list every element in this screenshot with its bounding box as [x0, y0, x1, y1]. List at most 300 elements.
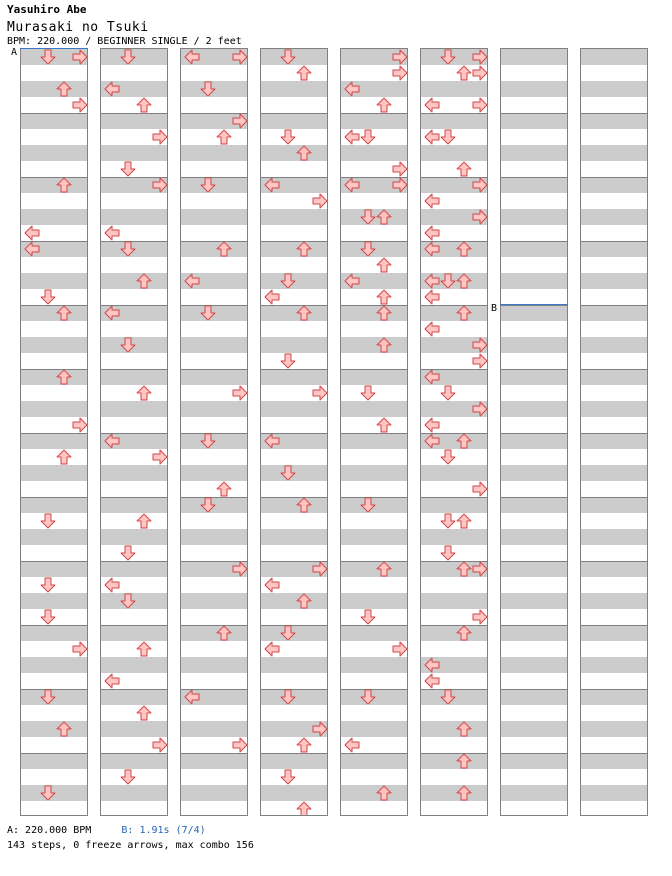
- up-arrow-icon: [56, 449, 72, 465]
- measure-line: [501, 625, 567, 626]
- beat-band: [101, 785, 167, 801]
- down-arrow-icon: [280, 353, 296, 369]
- down-arrow-icon: [280, 465, 296, 481]
- left-arrow-icon: [424, 289, 440, 305]
- beat-band: [261, 529, 327, 545]
- right-arrow-icon: [312, 721, 328, 737]
- right-arrow-icon: [232, 113, 248, 129]
- beat-band: [21, 401, 87, 417]
- up-arrow-icon: [296, 801, 312, 816]
- beat-band: [581, 561, 647, 577]
- beat-band: [101, 721, 167, 737]
- beat-band: [581, 465, 647, 481]
- left-arrow-icon: [264, 577, 280, 593]
- beat-band: [421, 305, 487, 321]
- beat-band: [181, 241, 247, 257]
- beat-band: [341, 753, 407, 769]
- down-arrow-icon: [200, 305, 216, 321]
- measure-line: [421, 625, 487, 626]
- beat-band: [501, 113, 567, 129]
- left-arrow-icon: [424, 241, 440, 257]
- measure-line: [501, 305, 567, 306]
- up-arrow-icon: [296, 737, 312, 753]
- right-arrow-icon: [472, 561, 488, 577]
- measure-line: [581, 113, 647, 114]
- measure-line: [261, 241, 327, 242]
- up-arrow-icon: [296, 305, 312, 321]
- beat-band: [101, 209, 167, 225]
- right-arrow-icon: [312, 193, 328, 209]
- beat-band: [581, 433, 647, 449]
- beat-band: [21, 593, 87, 609]
- beat-band: [581, 753, 647, 769]
- left-arrow-icon: [424, 129, 440, 145]
- measure-line: [501, 177, 567, 178]
- beat-band: [581, 145, 647, 161]
- up-arrow-icon: [456, 433, 472, 449]
- measure-line: [581, 369, 647, 370]
- up-arrow-icon: [456, 753, 472, 769]
- beat-band: [421, 81, 487, 97]
- measure-line: [501, 753, 567, 754]
- measure-line: [101, 625, 167, 626]
- down-arrow-icon: [120, 161, 136, 177]
- measure-line: [101, 497, 167, 498]
- measure-line: [501, 113, 567, 114]
- chart-column-6: [420, 48, 488, 816]
- beat-band: [101, 497, 167, 513]
- measure-line: [181, 369, 247, 370]
- left-arrow-icon: [424, 673, 440, 689]
- beat-band: [341, 465, 407, 481]
- right-arrow-icon: [152, 177, 168, 193]
- down-arrow-icon: [40, 785, 56, 801]
- beat-band: [581, 273, 647, 289]
- beat-band: [581, 81, 647, 97]
- left-arrow-icon: [104, 225, 120, 241]
- down-arrow-icon: [120, 241, 136, 257]
- up-arrow-icon: [216, 625, 232, 641]
- beat-band: [21, 433, 87, 449]
- down-arrow-icon: [40, 609, 56, 625]
- down-arrow-icon: [40, 49, 56, 65]
- beat-band: [21, 305, 87, 321]
- beat-band: [101, 401, 167, 417]
- down-arrow-icon: [360, 497, 376, 513]
- left-arrow-icon: [264, 433, 280, 449]
- beat-band: [101, 273, 167, 289]
- measure-line: [21, 625, 87, 626]
- measure-line: [261, 305, 327, 306]
- beat-band: [421, 753, 487, 769]
- beat-band: [421, 785, 487, 801]
- down-arrow-icon: [360, 129, 376, 145]
- down-arrow-icon: [360, 209, 376, 225]
- beat-band: [101, 113, 167, 129]
- right-arrow-icon: [152, 129, 168, 145]
- beat-band: [21, 145, 87, 161]
- measure-line: [21, 433, 87, 434]
- beat-band: [341, 145, 407, 161]
- down-arrow-icon: [280, 129, 296, 145]
- beat-band: [181, 401, 247, 417]
- right-arrow-icon: [472, 65, 488, 81]
- beat-band: [341, 561, 407, 577]
- chart-column-8: [580, 48, 648, 816]
- right-arrow-icon: [472, 609, 488, 625]
- beat-band: [261, 369, 327, 385]
- up-arrow-icon: [376, 337, 392, 353]
- beat-band: [21, 753, 87, 769]
- up-arrow-icon: [456, 273, 472, 289]
- beat-band: [181, 529, 247, 545]
- right-arrow-icon: [392, 641, 408, 657]
- beat-band: [501, 561, 567, 577]
- right-arrow-icon: [472, 337, 488, 353]
- down-arrow-icon: [360, 385, 376, 401]
- chart-column-7: [500, 48, 568, 816]
- chart-meta: BPM: 220.000 / BEGINNER SINGLE / 2 feet: [7, 36, 242, 47]
- beat-band: [261, 785, 327, 801]
- beat-band: [581, 625, 647, 641]
- bpm-marker-line: [20, 48, 88, 49]
- beat-band: [261, 113, 327, 129]
- right-arrow-icon: [72, 641, 88, 657]
- beat-band: [101, 689, 167, 705]
- measure-line: [181, 753, 247, 754]
- up-arrow-icon: [376, 561, 392, 577]
- left-arrow-icon: [184, 689, 200, 705]
- down-arrow-icon: [40, 289, 56, 305]
- beat-band: [341, 785, 407, 801]
- up-arrow-icon: [376, 257, 392, 273]
- beat-band: [341, 625, 407, 641]
- beat-band: [341, 657, 407, 673]
- beat-band: [581, 337, 647, 353]
- beat-band: [261, 305, 327, 321]
- measure-line: [341, 113, 407, 114]
- up-arrow-icon: [56, 305, 72, 321]
- up-arrow-icon: [56, 369, 72, 385]
- beat-band: [501, 465, 567, 481]
- bpm-marker-line: [500, 304, 568, 305]
- down-arrow-icon: [40, 513, 56, 529]
- measure-line: [21, 561, 87, 562]
- down-arrow-icon: [40, 689, 56, 705]
- right-arrow-icon: [472, 401, 488, 417]
- beat-band: [581, 241, 647, 257]
- down-arrow-icon: [280, 689, 296, 705]
- beat-band: [501, 625, 567, 641]
- beat-band: [181, 625, 247, 641]
- beat-band: [181, 785, 247, 801]
- right-arrow-icon: [232, 49, 248, 65]
- measure-line: [341, 561, 407, 562]
- left-arrow-icon: [104, 433, 120, 449]
- chart-column-5: [340, 48, 408, 816]
- left-arrow-icon: [424, 369, 440, 385]
- beat-band: [181, 657, 247, 673]
- measure-line: [261, 369, 327, 370]
- left-arrow-icon: [424, 657, 440, 673]
- left-arrow-icon: [344, 273, 360, 289]
- right-arrow-icon: [472, 97, 488, 113]
- chart-column-1: [20, 48, 88, 816]
- measure-line: [101, 689, 167, 690]
- beat-band: [581, 497, 647, 513]
- beat-band: [21, 337, 87, 353]
- beat-band: [501, 497, 567, 513]
- bpm-marker-label: B: [491, 303, 498, 314]
- down-arrow-icon: [440, 49, 456, 65]
- beat-band: [341, 305, 407, 321]
- down-arrow-icon: [280, 769, 296, 785]
- measure-line: [261, 497, 327, 498]
- beat-band: [101, 753, 167, 769]
- down-arrow-icon: [440, 273, 456, 289]
- right-arrow-icon: [392, 161, 408, 177]
- up-arrow-icon: [456, 513, 472, 529]
- beat-band: [421, 721, 487, 737]
- beat-band: [501, 689, 567, 705]
- beat-band: [261, 81, 327, 97]
- bpm-a-label: A: 220.000 BPM: [7, 825, 92, 836]
- beat-band: [581, 113, 647, 129]
- right-arrow-icon: [232, 737, 248, 753]
- beat-band: [261, 593, 327, 609]
- chart-column-2: [100, 48, 168, 816]
- up-arrow-icon: [376, 97, 392, 113]
- up-arrow-icon: [136, 513, 152, 529]
- measure-line: [501, 689, 567, 690]
- measure-line: [101, 369, 167, 370]
- beat-band: [21, 721, 87, 737]
- left-arrow-icon: [424, 273, 440, 289]
- left-arrow-icon: [344, 737, 360, 753]
- up-arrow-icon: [136, 705, 152, 721]
- beat-band: [261, 337, 327, 353]
- right-arrow-icon: [312, 561, 328, 577]
- beat-band: [581, 785, 647, 801]
- beat-band: [501, 401, 567, 417]
- beat-band: [581, 177, 647, 193]
- beat-band: [261, 401, 327, 417]
- left-arrow-icon: [424, 417, 440, 433]
- up-arrow-icon: [456, 625, 472, 641]
- up-arrow-icon: [456, 785, 472, 801]
- down-arrow-icon: [280, 273, 296, 289]
- beat-band: [501, 305, 567, 321]
- measure-line: [21, 369, 87, 370]
- beat-band: [181, 465, 247, 481]
- left-arrow-icon: [104, 81, 120, 97]
- beat-band: [21, 177, 87, 193]
- up-arrow-icon: [296, 241, 312, 257]
- up-arrow-icon: [456, 65, 472, 81]
- right-arrow-icon: [152, 737, 168, 753]
- beat-band: [501, 177, 567, 193]
- beat-band: [501, 241, 567, 257]
- down-arrow-icon: [280, 49, 296, 65]
- down-arrow-icon: [40, 577, 56, 593]
- up-arrow-icon: [376, 305, 392, 321]
- bpm-legend: [7, 825, 206, 836]
- beat-band: [21, 529, 87, 545]
- beat-band: [421, 593, 487, 609]
- left-arrow-icon: [424, 193, 440, 209]
- left-arrow-icon: [424, 225, 440, 241]
- measure-line: [581, 497, 647, 498]
- left-arrow-icon: [264, 289, 280, 305]
- measure-line: [501, 561, 567, 562]
- beat-band: [341, 113, 407, 129]
- beat-band: [181, 753, 247, 769]
- measure-line: [21, 497, 87, 498]
- measure-line: [421, 113, 487, 114]
- up-arrow-icon: [456, 161, 472, 177]
- beat-band: [21, 369, 87, 385]
- beat-band: [421, 497, 487, 513]
- beat-band: [501, 81, 567, 97]
- measure-line: [21, 305, 87, 306]
- beat-band: [21, 273, 87, 289]
- measure-line: [101, 753, 167, 754]
- beat-band: [501, 209, 567, 225]
- down-arrow-icon: [440, 129, 456, 145]
- beat-band: [501, 433, 567, 449]
- beat-band: [581, 401, 647, 417]
- right-arrow-icon: [472, 209, 488, 225]
- measure-line: [21, 113, 87, 114]
- left-arrow-icon: [424, 433, 440, 449]
- up-arrow-icon: [456, 241, 472, 257]
- measure-line: [341, 753, 407, 754]
- left-arrow-icon: [104, 305, 120, 321]
- beat-band: [21, 81, 87, 97]
- beat-band: [341, 593, 407, 609]
- artist-name: Yasuhiro Abe: [7, 3, 87, 16]
- right-arrow-icon: [312, 385, 328, 401]
- measure-line: [581, 689, 647, 690]
- beat-band: [501, 785, 567, 801]
- beat-band: [261, 497, 327, 513]
- measure-line: [21, 177, 87, 178]
- right-arrow-icon: [472, 353, 488, 369]
- measure-line: [341, 369, 407, 370]
- chart-column-4: [260, 48, 328, 816]
- beat-band: [421, 145, 487, 161]
- left-arrow-icon: [24, 225, 40, 241]
- up-arrow-icon: [296, 497, 312, 513]
- down-arrow-icon: [200, 497, 216, 513]
- left-arrow-icon: [104, 577, 120, 593]
- beat-band: [341, 401, 407, 417]
- beat-band: [21, 465, 87, 481]
- measure-line: [421, 753, 487, 754]
- beat-band: [101, 529, 167, 545]
- beat-band: [341, 433, 407, 449]
- beat-band: [501, 49, 567, 65]
- measure-line: [581, 177, 647, 178]
- beat-band: [581, 689, 647, 705]
- left-arrow-icon: [264, 177, 280, 193]
- bpm-marker-label: A: [11, 47, 18, 58]
- up-arrow-icon: [296, 593, 312, 609]
- beat-band: [581, 721, 647, 737]
- left-arrow-icon: [184, 49, 200, 65]
- measure-line: [501, 497, 567, 498]
- measure-line: [501, 241, 567, 242]
- left-arrow-icon: [104, 673, 120, 689]
- beat-band: [501, 593, 567, 609]
- right-arrow-icon: [72, 49, 88, 65]
- up-arrow-icon: [376, 785, 392, 801]
- beat-band: [501, 753, 567, 769]
- chart-stats: 143 steps, 0 freeze arrows, max combo 156: [7, 840, 254, 851]
- beat-band: [341, 529, 407, 545]
- beat-band: [101, 561, 167, 577]
- measure-line: [581, 561, 647, 562]
- up-arrow-icon: [456, 305, 472, 321]
- beat-band: [21, 209, 87, 225]
- beat-band: [261, 209, 327, 225]
- beat-band: [181, 337, 247, 353]
- right-arrow-icon: [392, 177, 408, 193]
- bpm-b-label: B: 1.91s (7/4): [121, 825, 206, 836]
- right-arrow-icon: [392, 65, 408, 81]
- up-arrow-icon: [136, 273, 152, 289]
- beat-band: [261, 241, 327, 257]
- measure-line: [581, 241, 647, 242]
- down-arrow-icon: [280, 625, 296, 641]
- beat-band: [581, 657, 647, 673]
- measure-line: [21, 753, 87, 754]
- up-arrow-icon: [216, 481, 232, 497]
- down-arrow-icon: [120, 337, 136, 353]
- beat-band: [21, 113, 87, 129]
- down-arrow-icon: [200, 177, 216, 193]
- beat-band: [21, 497, 87, 513]
- left-arrow-icon: [24, 241, 40, 257]
- down-arrow-icon: [440, 545, 456, 561]
- beat-band: [101, 145, 167, 161]
- beat-band: [181, 369, 247, 385]
- beat-band: [181, 593, 247, 609]
- up-arrow-icon: [136, 641, 152, 657]
- beat-band: [501, 657, 567, 673]
- measure-line: [261, 113, 327, 114]
- up-arrow-icon: [376, 209, 392, 225]
- beat-band: [581, 369, 647, 385]
- left-arrow-icon: [344, 177, 360, 193]
- right-arrow-icon: [392, 49, 408, 65]
- down-arrow-icon: [120, 545, 136, 561]
- left-arrow-icon: [344, 81, 360, 97]
- measure-line: [421, 305, 487, 306]
- beat-band: [261, 145, 327, 161]
- measure-line: [501, 433, 567, 434]
- beat-band: [501, 337, 567, 353]
- measure-line: [581, 625, 647, 626]
- beat-band: [101, 465, 167, 481]
- beat-band: [21, 625, 87, 641]
- up-arrow-icon: [296, 145, 312, 161]
- down-arrow-icon: [440, 689, 456, 705]
- measure-line: [421, 497, 487, 498]
- up-arrow-icon: [216, 241, 232, 257]
- up-arrow-icon: [456, 721, 472, 737]
- measure-line: [341, 305, 407, 306]
